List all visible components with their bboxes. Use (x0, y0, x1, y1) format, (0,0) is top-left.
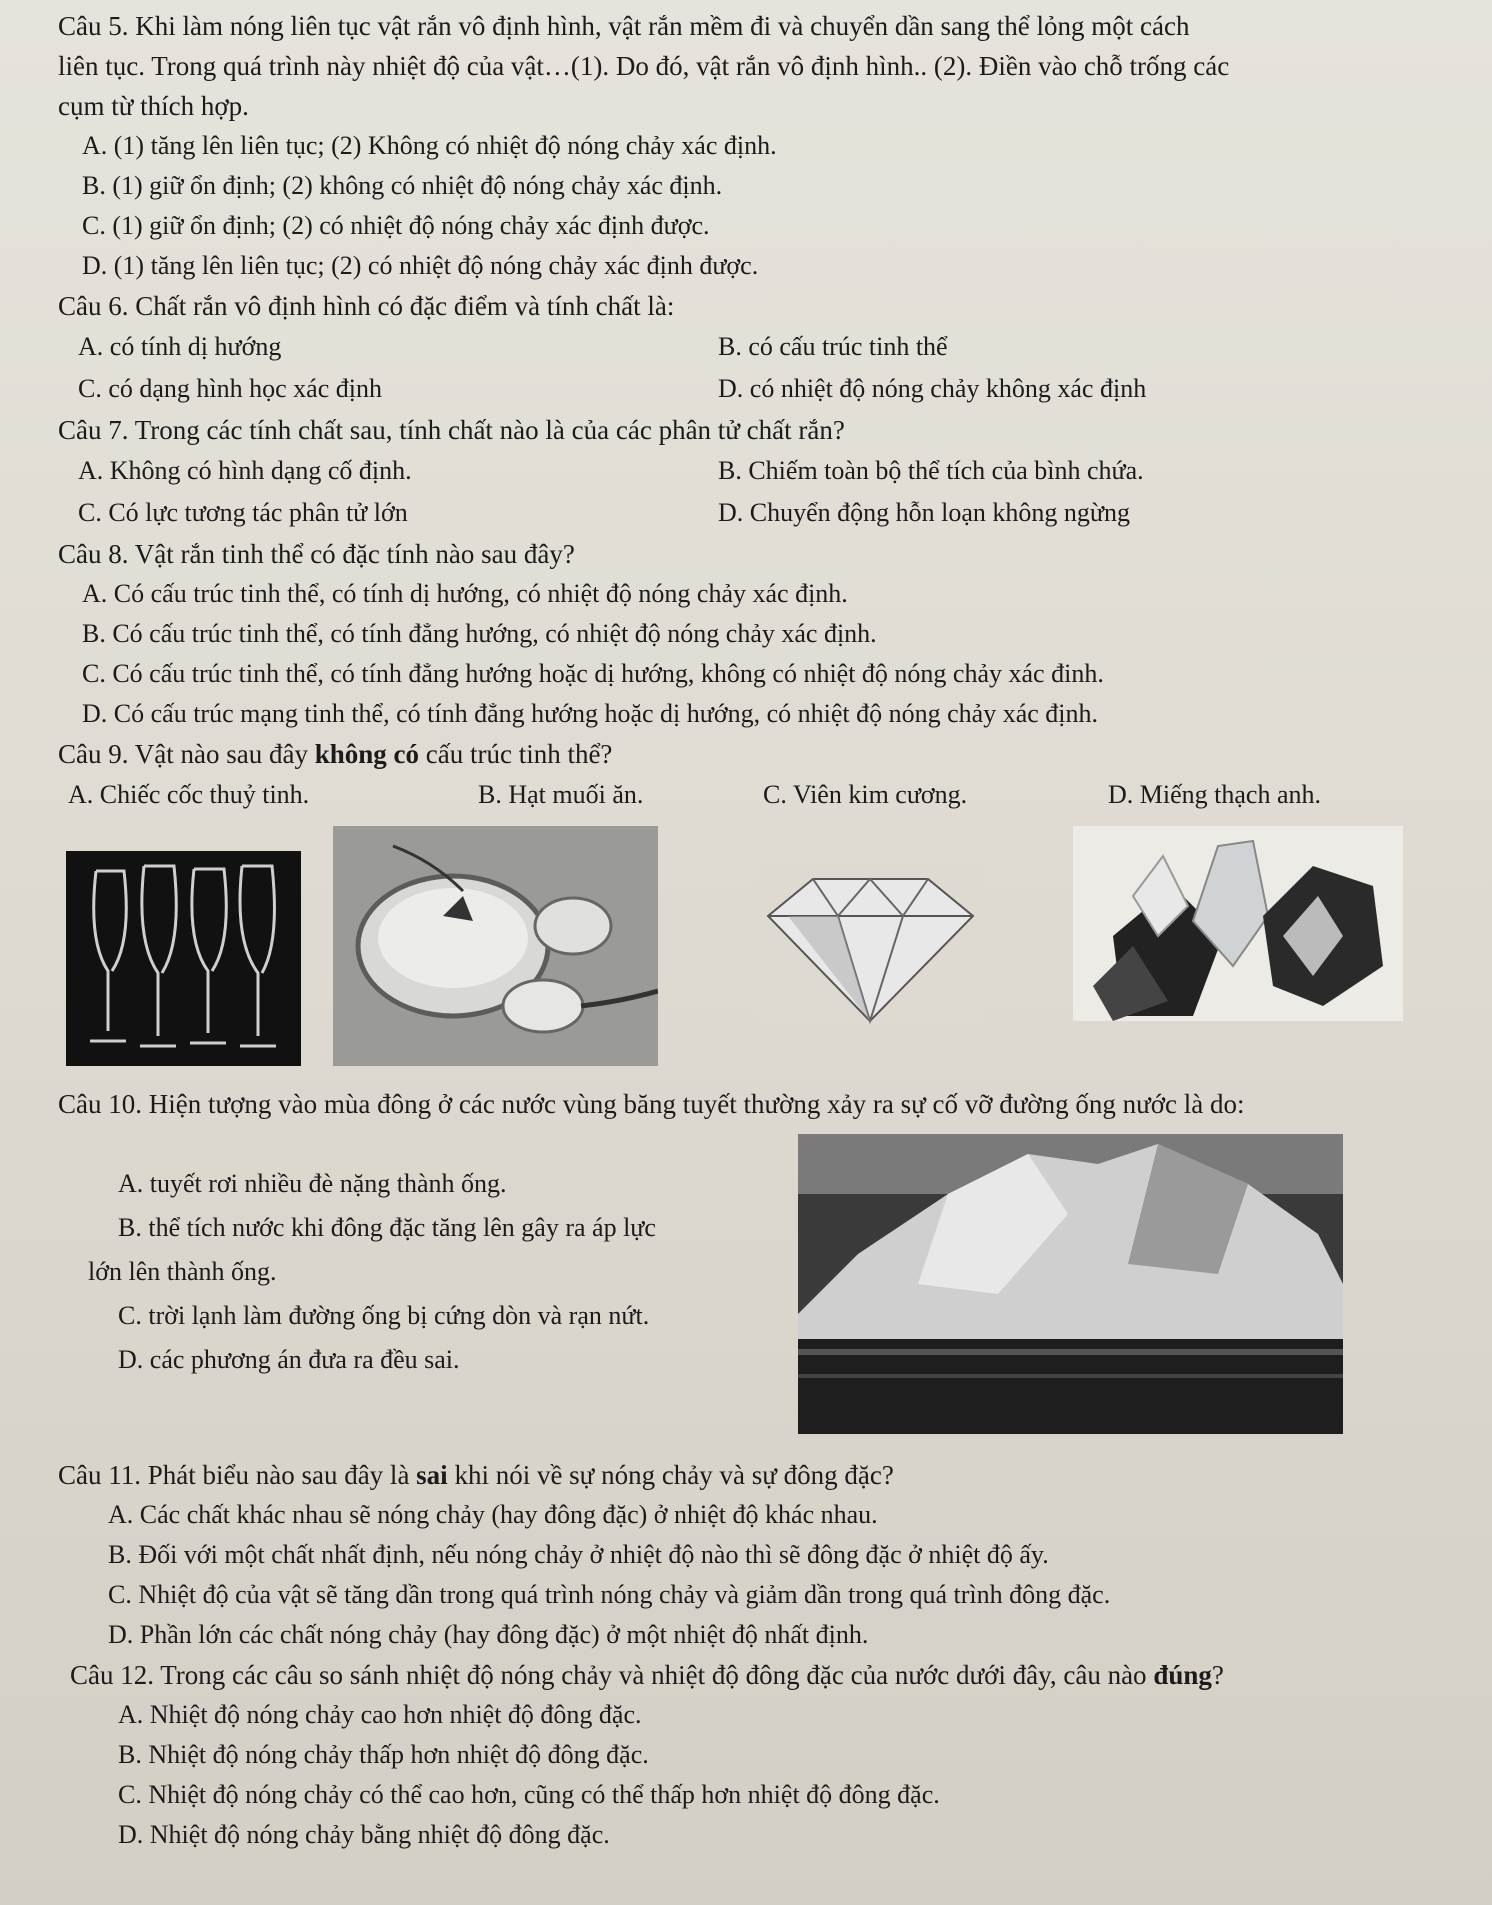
q11-option-a[interactable]: A. Các chất khác nhau sẽ nóng chảy (hay đông đặc) ở nhiệt độ khác nhau. (108, 1500, 878, 1529)
q7-option-c[interactable]: C. Có lực tương tác phân tử lớn (78, 498, 408, 527)
q7-options-row (58, 450, 1458, 492)
q7-option-a[interactable]: A. Không có hình dạng cố định. (78, 456, 412, 485)
q10-options (58, 1164, 778, 1380)
q6-text: Câu 6. Chất rắn vô định hình có đặc điểm và tính chất là: (58, 291, 675, 321)
q5-option-c[interactable]: C. (1) giữ ổn định; (2) có nhiệt độ nóng chảy xác định được. (82, 211, 710, 240)
q7-text: Câu 7. Trong các tính chất sau, tính chất nào là của các phân tử chất rắn? (58, 415, 845, 445)
q12-option-d[interactable]: D. Nhiệt độ nóng chảy bằng nhiệt độ đông đặc. (118, 1820, 610, 1849)
q12-text (58, 1655, 1458, 1695)
questions (58, 6, 1458, 1855)
q6-option-c[interactable]: C. có dạng hình học xác định (78, 374, 382, 403)
q5-line: cụm từ thích hợp. (58, 91, 249, 121)
iceberg-image (798, 1134, 1343, 1434)
q6-options-row (58, 368, 1458, 410)
q9-images (58, 826, 1458, 1066)
q5-line: Câu 5. Khi làm nóng liên tục vật rắn vô định hình, vật rắn mềm đi và chuyển dần sang thể lỏng một cách (58, 11, 1190, 41)
q12-option-a[interactable]: A. Nhiệt độ nóng chảy cao hơn nhiệt độ đông đặc. (118, 1700, 642, 1729)
salt-bowl-image (333, 826, 658, 1066)
q5-line: liên tục. Trong quá trình này nhiệt độ của vật…(1). Do đó, vật rắn vô định hình.. (2). Điền vào chỗ trống các (58, 51, 1230, 81)
q9-option-b[interactable]: B. Hạt muối ăn. (478, 780, 644, 809)
q10-option-b[interactable]: B. thể tích nước khi đông đặc tăng lên gây ra áp lực (118, 1213, 656, 1242)
q5-option-a[interactable]: A. (1) tăng lên liên tục; (2) Không có nhiệt độ nóng chảy xác định. (82, 131, 777, 160)
q11-option-b[interactable]: B. Đối với một chất nhất định, nếu nóng chảy ở nhiệt độ nào thì sẽ đông đặc ở nhiệt độ ấy. (108, 1540, 1049, 1569)
q11-text (58, 1455, 1458, 1495)
q10-block (58, 1124, 1458, 1449)
q7-option-b[interactable]: B. Chiếm toàn bộ thể tích của bình chứa. (718, 456, 1144, 485)
q10-option-d[interactable]: D. các phương án đưa ra đều sai. (118, 1345, 460, 1374)
q9-option-d[interactable]: D. Miếng thạch anh. (1108, 780, 1322, 809)
q5-option-d[interactable]: D. (1) tăng lên liên tục; (2) có nhiệt độ nóng chảy xác định được. (82, 251, 759, 280)
q8-option-d[interactable]: D. Có cấu trúc mạng tinh thể, có tính đẳng hướng hoặc dị hướng, có nhiệt độ nóng chảy xác định. (82, 699, 1099, 728)
q11-suffix: khi nói về sự nóng chảy và sự đông đặc? (447, 1460, 894, 1490)
q10-option-c[interactable]: C. trời lạnh làm đường ống bị cứng dòn và rạn nứt. (118, 1301, 650, 1330)
q7-option-d[interactable]: D. Chuyển động hỗn loạn không ngừng (718, 498, 1131, 527)
q5-text (58, 6, 1458, 126)
q7-options-row (58, 492, 1458, 534)
q11-option-d[interactable]: D. Phần lớn các chất nóng chảy (hay đông đặc) ở một nhiệt độ nhất định. (108, 1620, 869, 1649)
q9-prefix: Câu 9. Vật nào sau đây (58, 739, 315, 769)
q11-prefix: Câu 11. Phát biểu nào sau đây là (58, 1460, 417, 1490)
q6-option-d[interactable]: D. có nhiệt độ nóng chảy không xác định (718, 374, 1147, 403)
q8-option-c[interactable]: C. Có cấu trúc tinh thể, có tính đẳng hướng hoặc dị hướng, không có nhiệt độ nóng chảy xác đinh. (82, 659, 1104, 688)
q6-option-a[interactable]: A. có tính dị hướng (78, 332, 282, 361)
q9-option-c[interactable]: C. Viên kim cương. (763, 780, 968, 809)
q9-emphasis: không có (314, 739, 419, 769)
q10-option-b-cont: lớn lên thành ống. (88, 1257, 277, 1286)
q10-text: Câu 10. Hiện tượng vào mùa đông ở các nước vùng băng tuyết thường xảy ra sự cố vỡ đường ống nước là do: (58, 1089, 1245, 1119)
wine-glasses-image (66, 851, 301, 1066)
q9-text (58, 734, 1458, 774)
q12-option-b[interactable]: B. Nhiệt độ nóng chảy thấp hơn nhiệt độ đông đặc. (118, 1740, 649, 1769)
q9-options-row (58, 774, 1458, 816)
q12-emphasis: đúng (1153, 1660, 1212, 1690)
q11-option-c[interactable]: C. Nhiệt độ của vật sẽ tăng dần trong quá trình nóng chảy và giảm dần trong quá trình đông đặc. (108, 1580, 1111, 1609)
q8-option-a[interactable]: A. Có cấu trúc tinh thể, có tính dị hướng, có nhiệt độ nóng chảy xác định. (82, 579, 848, 608)
quartz-image (1073, 826, 1403, 1021)
q10-option-a[interactable]: A. tuyết rơi nhiều đè nặng thành ống. (118, 1169, 507, 1198)
q8-option-b[interactable]: B. Có cấu trúc tinh thể, có tính đẳng hướng, có nhiệt độ nóng chảy xác định. (82, 619, 877, 648)
q11-emphasis: sai (416, 1460, 448, 1490)
diamond-image (758, 861, 983, 1026)
q12-suffix: ? (1211, 1660, 1224, 1690)
q5-option-b[interactable]: B. (1) giữ ổn định; (2) không có nhiệt độ nóng chảy xác định. (82, 171, 723, 200)
q6-options-row (58, 326, 1458, 368)
q9-option-a[interactable]: A. Chiếc cốc thuỷ tinh. (68, 780, 310, 809)
q8-text: Câu 8. Vật rắn tinh thể có đặc tính nào sau đây? (58, 539, 575, 569)
q12-option-c[interactable]: C. Nhiệt độ nóng chảy có thể cao hơn, cũng có thể thấp hơn nhiệt độ đông đặc. (118, 1780, 940, 1809)
q12-prefix: Câu 12. Trong các câu so sánh nhiệt độ nóng chảy và nhiệt độ đông đặc của nước dưới đây, câu nào (70, 1660, 1154, 1690)
q6-option-b[interactable]: B. có cấu trúc tinh thể (718, 332, 948, 361)
q9-suffix: cấu trúc tinh thể? (419, 739, 613, 769)
